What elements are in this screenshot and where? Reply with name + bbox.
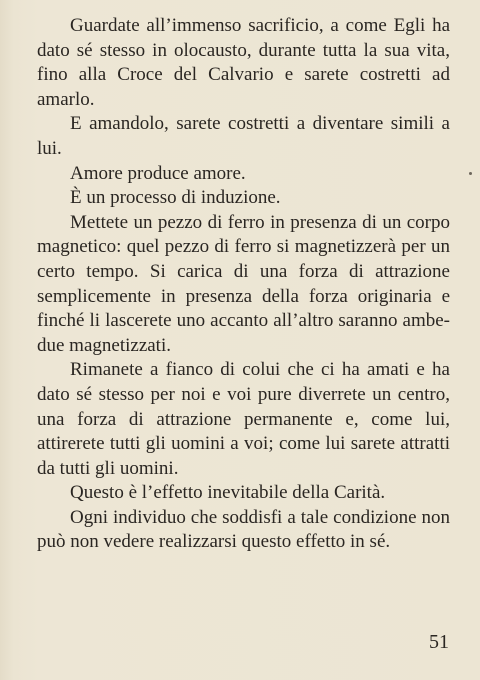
paragraph-7: Questo è l’effetto inevitabile della Carità. [70, 482, 386, 504]
paragraph-3: Amore produce amore. [70, 162, 246, 184]
paragraph-4: È un processo di induzione. [70, 187, 281, 209]
paragraph-6: Rimanete a fianco di colui che ci ha amati e ha dato sé stesso per noi e voi pure diverrete un centro, una forza di attrazione permanente e, come lui, attirerete tutti gli uomini a voi; come lui sarete attratti da tutti gli uomini. [37, 359, 450, 479]
paper-speck [469, 172, 472, 175]
paragraph-1: Guardate all’immenso sacrificio, a come Egli ha dato sé stesso in olocausto, durante tutta la sua vita, fino alla Croce del Calvario e sarete costretti ad amarlo. [37, 15, 450, 110]
body-text [37, 14, 450, 555]
paragraph-2: E amandolo, sarete costretti a diventare simili a lui. [37, 113, 450, 159]
paragraph-5: Mettete un pezzo di ferro in presenza di un corpo magnetico: quel pezzo di ferro si magnetizzerà per un certo tempo. Si carica di una forza di attrazione semplicemente in presenza della forza originaria e finché li lascerete uno accanto all’altro saranno ambedue magnetizzati. [37, 211, 450, 356]
paragraph-8: Ogni individuo che soddisfi a tale condizione non può non vedere realizzarsi questo effetto in sé. [37, 506, 450, 553]
page-number: 51 [429, 631, 449, 653]
